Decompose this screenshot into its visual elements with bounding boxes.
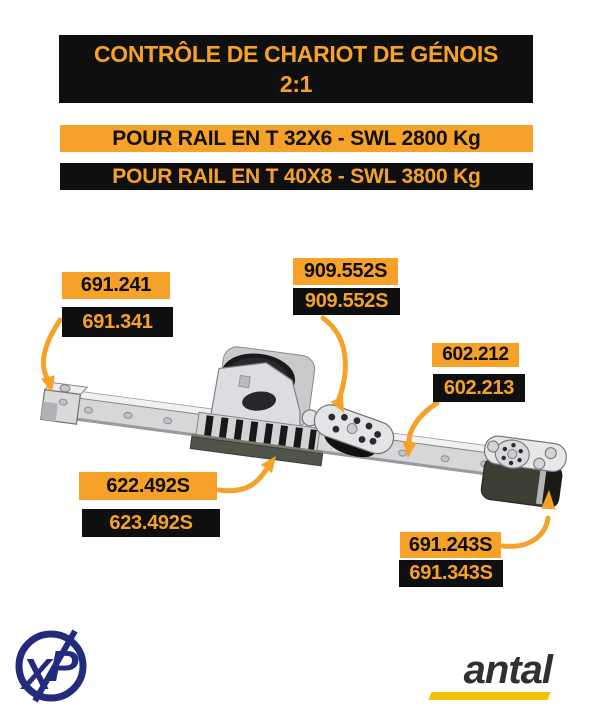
part-label-691-241: 691.241 <box>62 272 170 299</box>
xp-logo-letter-p: P <box>49 642 79 691</box>
antal-logo <box>420 648 555 708</box>
title-banner <box>59 35 533 103</box>
xp-logo-letter-x: X <box>22 650 52 699</box>
part-label-909-552s-black: 909.552S <box>293 288 400 315</box>
part-label-691-243s: 691.243S <box>400 532 501 558</box>
part-label-691-343s: 691.343S <box>399 560 503 587</box>
rail-spec-bar-40x8: POUR RAIL EN T 40X8 - SWL 3800 Kg <box>60 163 533 190</box>
part-label-909-552s-orange: 909.552S <box>293 258 398 285</box>
part-label-622-492s: 622.492S <box>79 472 217 500</box>
rail-spec-bar-32x6: POUR RAIL EN T 32X6 - SWL 2800 Kg <box>60 125 533 152</box>
arrow-single-block <box>323 318 345 413</box>
title-line2: 2:1 <box>279 71 313 97</box>
part-label-691-341: 691.341 <box>62 307 173 337</box>
part-label-602-213: 602.213 <box>433 374 525 402</box>
arrow-genoa-car <box>219 456 276 491</box>
arrow-left-end-stop <box>41 320 60 393</box>
part-label-623-492s: 623.492S <box>82 509 220 537</box>
part-label-602-212: 602.212 <box>432 343 519 367</box>
antal-logo-underline <box>429 692 551 700</box>
right-end-control <box>478 434 568 508</box>
antal-logo-text: antal <box>463 648 552 692</box>
title-line1: CONTRÔLE DE CHARIOT DE GÉNOIS <box>93 41 499 67</box>
xp-logo <box>12 627 90 705</box>
